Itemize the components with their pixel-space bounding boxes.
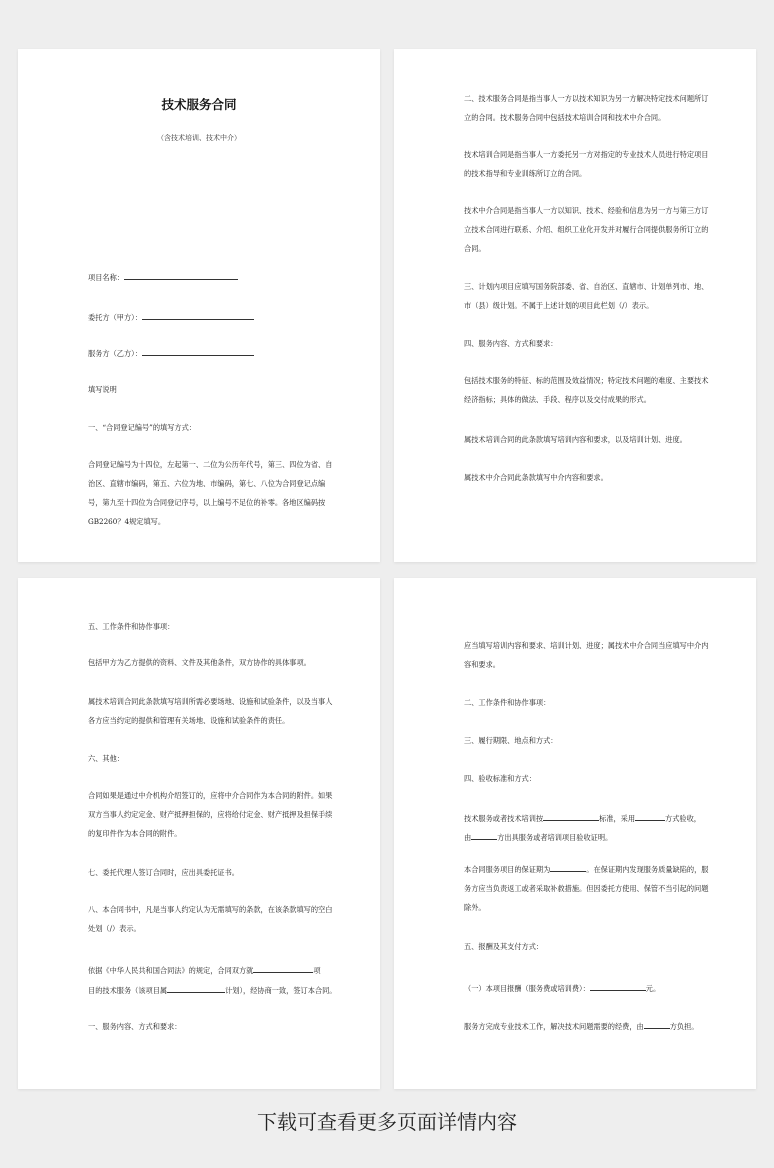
document-page-4: [394, 578, 756, 1089]
acceptance-text: 方出具服务或者培训项目验收证明。: [497, 833, 613, 842]
paragraph: 属技术培训合同此条款填写培训所需必要场地、设施和试验条件，以及当事人各方应当约定的提供和管理有关场地、设施和试验条件的责任。: [88, 697, 333, 725]
contract-basis-line-1: [88, 964, 330, 976]
contract-basis-text: 依据《中华人民共和国合同法》的规定，合同双方就: [88, 966, 254, 975]
warranty-text: 本合同服务项目的保证期为: [464, 865, 551, 874]
paragraph: 技术培训合同是指当事人一方委托另一方对指定的专业技术人员进行特定项目的技术指导和专业训练所订立的合同。: [464, 150, 709, 178]
acceptance-text: 标准，采用: [599, 814, 636, 823]
section-heading: 五、报酬及其支付方式：: [464, 942, 544, 951]
expense-text: 方负担。: [669, 1022, 699, 1031]
document-page-1: [18, 49, 380, 562]
client-blank: [142, 311, 254, 320]
item-1-body: 合同登记编号为十四位，左起第一、二位为公历年代号，第三、四位为省、自治区、直辖市编码，第五、六位为地、市编码，第七、八位为合同登记点编号，第九至十四位为合同登记序号，以上编号不足位的补零。各地区编码按GB2260？4规定填写。: [88, 460, 333, 526]
expense-blank: [644, 1020, 670, 1029]
project-blank: [253, 964, 313, 973]
paragraph: 技术中介合同是指当事人一方以知识、技术、经验和信息为另一方与第三方订立技术合同进行联系、介绍、组织工业化开发并对履行合同提供服务所订立的合同。: [464, 206, 709, 253]
section-heading: 四、验收标准和方式：: [464, 774, 536, 783]
project-name-label: 项目名称：: [88, 273, 124, 282]
instructions-heading: 填写说明: [88, 385, 117, 394]
project-name-blank: [124, 271, 238, 280]
section-heading: 五、工作条件和协作事项：: [88, 622, 175, 631]
expense-text: 服务方完成专业技术工作，解决技术问题需要的经费，由: [464, 1022, 644, 1031]
provider-blank: [142, 347, 254, 356]
fee-text: 元。: [645, 984, 661, 993]
contract-basis-text: 项: [313, 966, 321, 975]
document-page-2: [394, 49, 756, 562]
provider-row: [88, 347, 330, 359]
acceptance-line-1: [464, 812, 706, 824]
plan-blank: [167, 984, 225, 993]
method-blank: [635, 812, 665, 821]
expense-line: [464, 1020, 706, 1032]
contract-basis-line-2: [88, 984, 337, 996]
section-heading: 二、工作条件和协作事项：: [464, 698, 551, 707]
download-more-caption: 下载可查看更多页面详情内容: [257, 1110, 517, 1134]
client-label: 委托方（甲方）：: [88, 313, 142, 322]
document-subtitle: （含技术培训、技术中介）: [157, 134, 241, 142]
paragraph: 包括技术服务的特征、标的范围及效益情况；特定技术问题的难度、主要技术经济指标；具体的做法、手段、程序以及交付成果的形式。: [464, 376, 709, 404]
project-name-row: [88, 271, 330, 283]
paragraph: 包括甲方为乙方提供的资料、文件及其他条件，双方协作的具体事项。: [88, 658, 311, 667]
standard-blank: [543, 812, 599, 821]
client-row: [88, 311, 330, 323]
section-heading: 六、其他：: [88, 754, 124, 763]
paragraph: 属技术培训合同的此条款填写培训内容和要求，以及培训计划、进度。: [464, 435, 687, 444]
paragraph: 八、本合同书中，凡是当事人约定认为无需填写的条款，在该条款填写的空白处划（/）表示。: [88, 905, 333, 933]
section-heading: 三、履行期限、地点和方式：: [464, 736, 558, 745]
party-blank: [471, 831, 497, 840]
paragraph: 二、技术服务合同是指当事人一方以技术知识为另一方解决特定技术问题所订立的合同。技术服务合同中包括技术培训合同和技术中介合同。: [464, 94, 709, 122]
paragraph: 七、委托代理人签订合同时，应出具委托证书。: [88, 868, 239, 877]
paragraph: 属技术中介合同此条款填写中介内容和要求。: [464, 473, 608, 482]
paragraph: 合同如果是通过中介机构介绍签订的，应将中介合同作为本合同的附件。如果双方当事人约定定金、财产抵押担保的，应将给付定金、财产抵押及担保手续的复印件作为本合同的附件。: [88, 791, 333, 838]
document-page-3: [18, 578, 380, 1089]
document-title: 技术服务合同: [161, 97, 237, 112]
paragraph: 应当填写培训内容和要求、培训计划、进度；属技术中介合同当应填写中介内容和要求。: [464, 641, 709, 669]
fee-blank: [590, 982, 646, 991]
item-1-heading: 一、“合同登记编号”的填写方式：: [88, 423, 196, 432]
fee-text: （一）本项目报酬（服务费或培训费）：: [464, 984, 590, 993]
contract-basis-text: 计划），经协商一致，签订本合同。: [225, 986, 337, 995]
acceptance-text: 方式验收，: [665, 814, 701, 823]
warranty-blank: [550, 863, 586, 872]
provider-label: 服务方（乙方）：: [88, 349, 142, 358]
warranty-paragraph: [464, 860, 714, 917]
paragraph: 三、计划内项目应填写国务院部委、省、自治区、直辖市、计划单列市、地、市（县）级计划。不属于上述计划的项目此栏划（/）表示。: [464, 282, 709, 310]
section-heading: 一、服务内容、方式和要求：: [88, 1022, 182, 1031]
section-heading: 四、服务内容、方式和要求：: [464, 339, 558, 348]
fee-line: [464, 982, 706, 994]
warranty-text: 。在保证期内发现服务质量缺陷的，服务方应当负责返工或者采取补救措施。但因委托方使用、保管不当引起的问题除外。: [464, 865, 709, 912]
acceptance-line-2: [464, 831, 706, 843]
contract-basis-text: 目的技术服务（该项目属: [88, 986, 168, 995]
acceptance-text: 由: [464, 833, 472, 842]
acceptance-text: 技术服务或者技术培训按: [464, 814, 544, 823]
